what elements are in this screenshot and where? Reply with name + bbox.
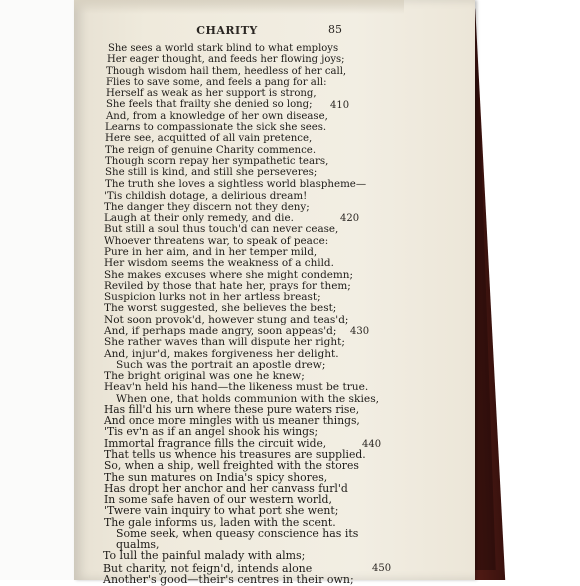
poem-line: The danger they discern not they deny;: [104, 200, 310, 213]
poem-line: Flies to save some, and feels a pang for all:: [106, 76, 327, 88]
page-title: CHARITY: [196, 24, 258, 37]
poem-line: She rather waves than will dispute her right;: [104, 336, 345, 349]
poem-line: To lull the painful malady with alms;: [103, 549, 306, 563]
poem-line: 'Tis ev'n as if an angel shook his wings;: [104, 425, 319, 439]
poem-line: Has dropt her anchor and her canvass furl'd: [104, 481, 348, 495]
page-number: 85: [328, 23, 342, 36]
line-number: 440: [362, 438, 382, 450]
line-number: 430: [350, 325, 370, 337]
poem-line: That tells us whence his treasures are supplied.: [104, 448, 366, 461]
poem-line: Learns to compassionate the sick she sees.: [105, 121, 327, 133]
poem-line: She feels that frailty she denied so long;: [106, 99, 313, 111]
poem-line: In some safe haven of our western world,: [104, 493, 332, 507]
poem-line: Such was the portrait an apostle drew;: [116, 358, 326, 371]
poem-line: Suspicion lurks not in her artless breast;: [104, 291, 321, 304]
poem-line: Though scorn repay her sympathetic tears,: [105, 155, 329, 167]
poem-line: Pure in her aim, and in her temper mild,: [104, 246, 318, 258]
poem-line: 'Tis childish dotage, a delirious dream!: [104, 189, 308, 202]
poem-line: Her eager thought, and feeds her flowing joys;: [107, 54, 345, 66]
poem-line: Immortal fragrance fills the circuit wide,: [104, 436, 327, 450]
poem-line: And, injur'd, makes forgiveness her delight.: [104, 347, 339, 360]
poem-line: 'Twere vain inquiry to what port she went;: [104, 504, 339, 518]
poem-line: The bright original was one he knew;: [104, 369, 305, 382]
poem-line: And, if perhaps made angry, soon appeas'd;: [104, 324, 337, 337]
poem-line: Reviled by those that hate her, prays for them;: [104, 279, 351, 292]
poem-line: She still is kind, and still she perseveres;: [105, 167, 318, 178]
poem-line: Herself as weak as her support is strong,: [106, 88, 317, 100]
poem-line: The sun matures on India's spicy shores,: [104, 470, 328, 484]
poem-line: When one, that holds communion with the skies,: [116, 391, 380, 405]
poem-line: Her wisdom seems the weakness of a child.: [104, 257, 334, 270]
poem-line: Some seek, when queasy conscience has its: [116, 526, 359, 540]
poem-line: The reign of genuine Charity commence.: [105, 144, 317, 156]
poem-line: And once more mingles with us meaner things,: [104, 414, 360, 428]
poem-line: She sees a world stark blind to what employs: [108, 43, 339, 54]
poem-line: The worst suggested, she believes the best;: [104, 302, 337, 315]
poem-line: Laugh at their only remedy, and die.: [104, 212, 294, 225]
poem-line: Heav'n held his hand—the likeness must be true.: [104, 380, 369, 394]
poem-line: And, from a knowledge of her own disease,: [106, 110, 328, 122]
poem-line: She makes excuses where she might condemn;: [104, 268, 354, 281]
poem-line: But still a soul thus touch'd can never cease,: [104, 223, 339, 236]
poem-line: The gale informs us, laden with the scent.: [104, 515, 336, 529]
line-number: 450: [372, 562, 392, 574]
poem-line: Not soon provok'd, however stung and teas'd;: [104, 313, 349, 326]
poem-line: Though wisdom hail them, heedless of her call,: [106, 65, 347, 77]
line-number: 410: [330, 100, 350, 112]
poem-line: But charity, not feign'd, intends alone: [103, 561, 313, 575]
poem-line: Whoever threatens war, to speak of peace:: [104, 234, 329, 247]
poem-line: So, when a ship, well freighted with the stores: [104, 459, 359, 473]
line-number: 420: [340, 213, 360, 225]
poem-line: Has fill'd his urn where these pure waters rise,: [104, 402, 360, 416]
poem-line: The truth she loves a sightless world blaspheme—: [105, 178, 367, 191]
poem-line: Another's good—their's centres in their own;: [103, 573, 354, 586]
poem-line: Here see, acquitted of all vain pretence,: [105, 133, 313, 145]
poem-line: qualms,: [116, 538, 160, 552]
